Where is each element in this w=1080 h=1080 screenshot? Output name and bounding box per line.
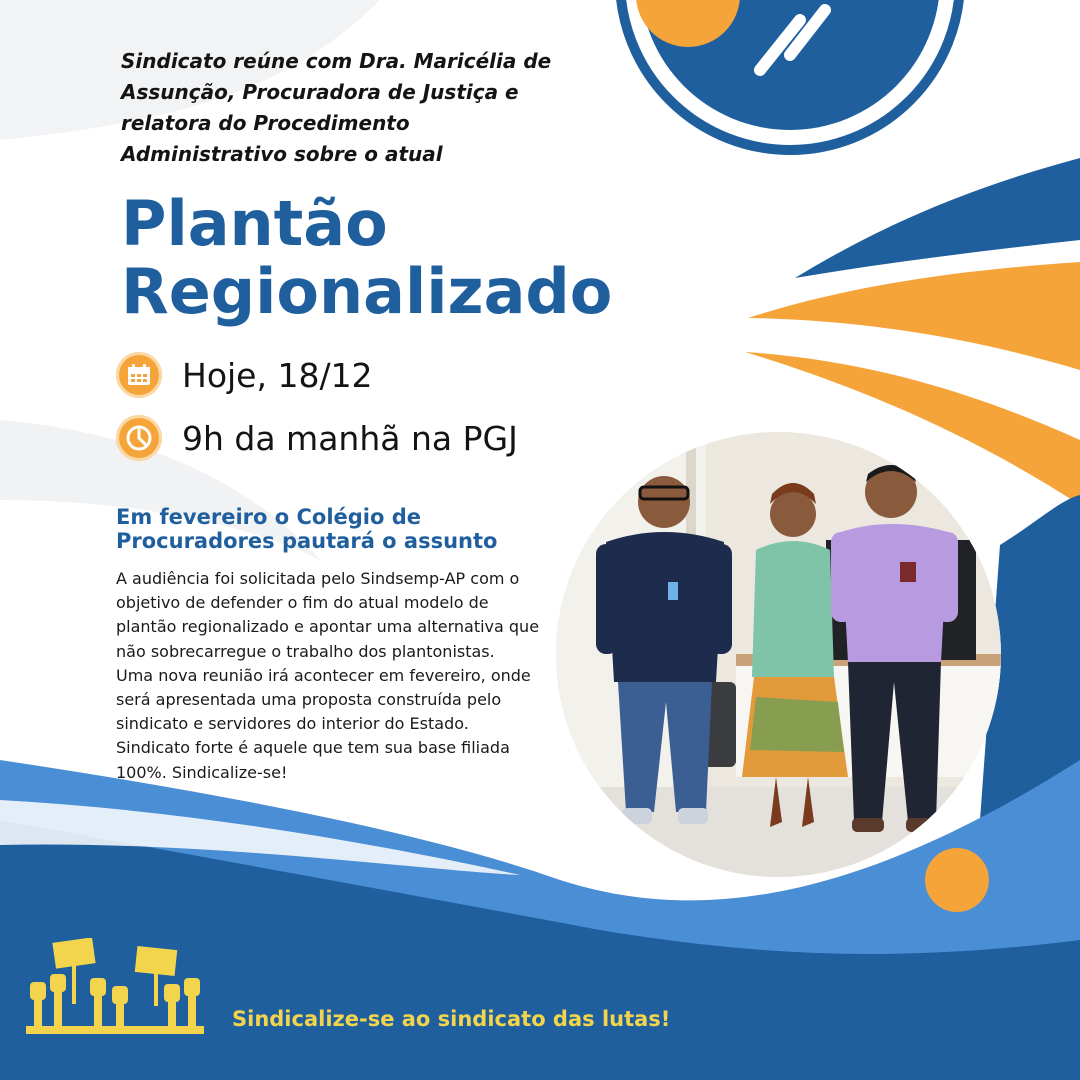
calendar-icon bbox=[116, 352, 162, 398]
event-date: Hoje, 18/12 bbox=[182, 355, 373, 395]
top-circle-logo bbox=[620, 0, 960, 150]
date-row bbox=[116, 350, 373, 400]
footer-slogan: Sindicalize-se ao sindicato das lutas! bbox=[232, 1007, 671, 1031]
page-title bbox=[121, 187, 761, 328]
article-subtitle bbox=[116, 505, 556, 553]
clock-icon bbox=[116, 415, 162, 461]
subtitle-line-1: Em fevereiro o Colégio de bbox=[116, 505, 422, 529]
paragraph: Uma nova reunião irá acontecer em fevereiro, onde será apresentada uma proposta construída pelo sindicato e servidores do interior do Estado. bbox=[116, 665, 531, 734]
decorative-dot bbox=[925, 848, 989, 912]
time-row bbox=[116, 413, 518, 463]
event-time-location: 9h da manhã na PGJ bbox=[182, 418, 518, 458]
paragraph: Sindicato forte é aquele que tem sua base filiada 100%. Sindicalize-se! bbox=[116, 738, 510, 782]
paragraph: A audiência foi solicitada pelo Sindsemp-AP com o objetivo de defender o fim do atual modelo de plantão regionalizado e apontar uma alternativa que não sobrecarregue o trabalho dos plantonistas. bbox=[116, 569, 540, 661]
intro-text: Sindicato reúne com Dra. Maricélia de Assunção, Procuradora de Justiça e relatora do Procedimento Administrativo sobre o atual bbox=[121, 49, 552, 166]
raised-fists-icon bbox=[26, 938, 206, 1038]
article-body bbox=[116, 567, 546, 785]
title-line-1: Plantão bbox=[121, 187, 388, 260]
meeting-photo bbox=[556, 432, 1001, 877]
title-line-2: Regionalizado bbox=[121, 255, 613, 328]
subtitle-line-2: Procuradores pautará o assunto bbox=[116, 529, 498, 553]
